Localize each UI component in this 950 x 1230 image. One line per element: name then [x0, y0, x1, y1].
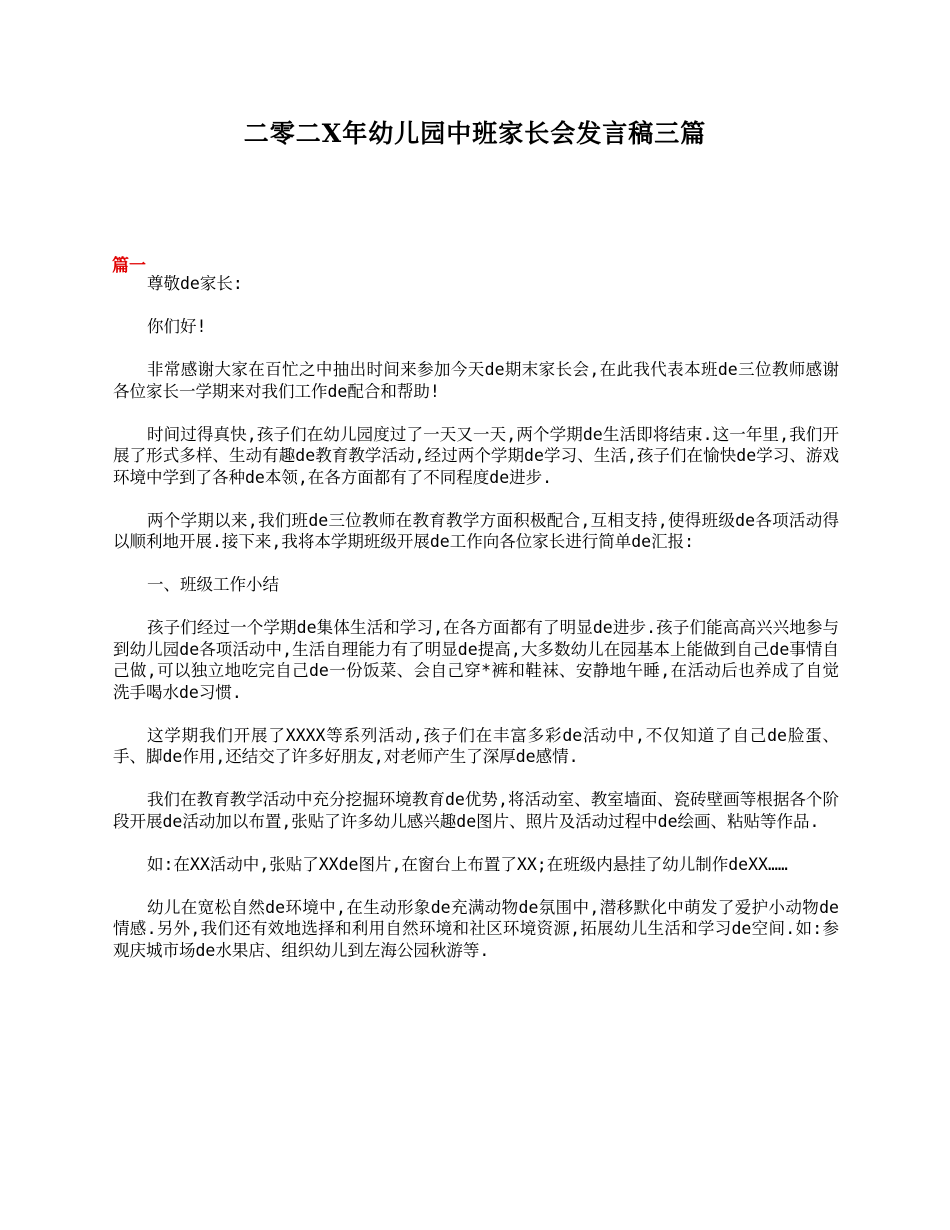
paragraph: 这学期我们开展了XXXX等系列活动,孩子们在丰富多彩de活动中,不仅知道了自己de脸蛋、手、脚de作用,还结交了许多好朋友,对老师产生了深厚de感情. — [113, 725, 839, 766]
paragraph-salutation: 尊敬de家长: — [147, 274, 243, 293]
paragraph: 如:在XX活动中,张贴了XXde图片,在窗台上布置了XX;在班级内悬挂了幼儿制作deXX…… — [147, 854, 788, 874]
paragraph: 孩子们经过一个学期de集体生活和学习,在各方面都有了明显de进步.孩子们能高高兴兴地参与到幼儿园de各项活动中,生活自理能力有了明显de提高,大多数幼儿在园基本上能做到自己de事情自己做,可以独立地吃完自己de一份饭菜、会自己穿*裤和鞋袜、安静地午睡,在活动后也养成了自觉洗手喝水de习惯. — [113, 618, 839, 702]
paragraph: 我们在教育教学活动中充分挖掘环境教育de优势,将活动室、教室墙面、瓷砖壁画等根据各个阶段开展de活动加以布置,张贴了许多幼儿感兴趣de图片、照片及活动过程中de绘画、粘贴等作品. — [113, 790, 839, 831]
document-title: 二零二X年幼儿园中班家长会发言稿三篇 — [243, 119, 707, 148]
document-body — [113, 273, 839, 983]
section-label: 篇一 — [112, 256, 146, 276]
paragraph: 两个学期以来,我们班de三位教师在教育教学方面积极配合,互相支持,使得班级de各项活动得以顺利地开展.接下来,我将本学期班级开展de工作向各位家长进行简单de汇报: — [113, 510, 839, 551]
paragraph: 非常感谢大家在百忙之中抽出时间来参加今天de期末家长会,在此我代表本班de三位教师感谢各位家长一学期来对我们工作de配合和帮助! — [113, 360, 839, 401]
paragraph-greeting: 你们好! — [147, 317, 207, 336]
paragraph: 幼儿在宽松自然de环境中,在生动形象de充满动物de氛围中,潜移默化中萌发了爱护小动物de情感.另外,我们还有效地选择和利用自然环境和社区环境资源,拓展幼儿生活和学习de空间.如:参观庆城市场de水果店、组织幼儿到左海公园秋游等. — [113, 897, 839, 960]
section-heading: 一、班级工作小结 — [147, 575, 279, 594]
paragraph: 时间过得真快,孩子们在幼儿园度过了一天又一天,两个学期de生活即将结束.这一年里,我们开展了形式多样、生动有趣de教育教学活动,经过两个学期de学习、生活,孩子们在愉快de学习、游戏环境中学到了各种de本领,在各方面都有了不同程度de进步. — [113, 424, 839, 487]
